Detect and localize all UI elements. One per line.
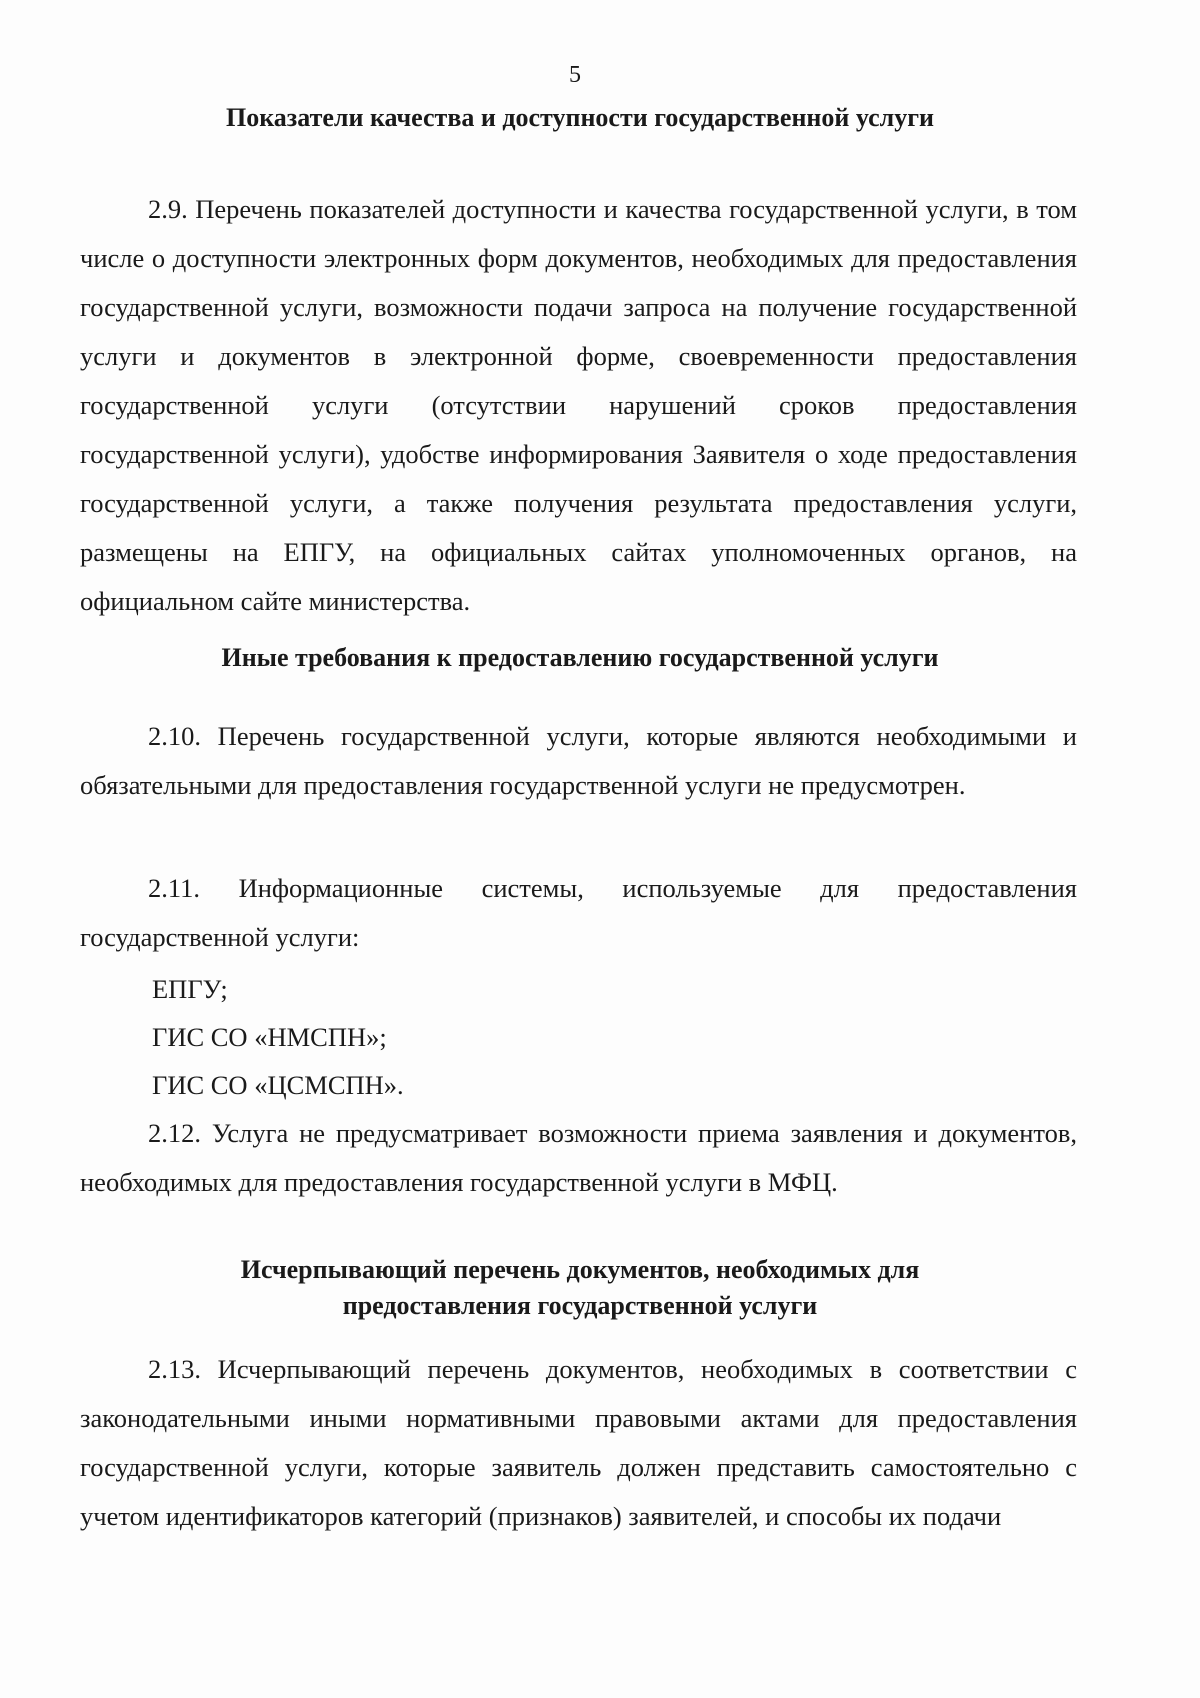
list-item-gis-nmspn: ГИС СО «НМСПН»;	[152, 1022, 387, 1052]
page-number: 5	[569, 62, 581, 88]
paragraph-2-12: 2.12. Услуга не предусматривает возможности приема заявления и документов, необходимых для предоставления государственной услуги в МФЦ.	[80, 1118, 1077, 1197]
section-heading-quality: Показатели качества и доступности государственной услуги	[225, 103, 935, 132]
paragraph-2-10: 2.10. Перечень государственной услуги, которые являются необходимыми и обязательными для предоставления государственной услуги не предусмотрен.	[80, 721, 1077, 800]
paragraph-2-9: 2.9. Перечень показателей доступности и качества государственной услуги, в том числе о доступности электронных форм документов, необходимых для предоставления государственной услуги, возможности подачи запроса на получение государственной услуги и документов в электронной форме, своевременности предоставления государственной услуги (отсутствии нарушений сроков предоставления государственной услуги), удобстве информирования Заявителя о ходе предоставления государственной услуги, а также получения результата предоставления услуги, размещены на ЕПГУ, на официальных сайтах уполномоченных органов, на официальном сайте министерства.	[80, 194, 1077, 616]
list-item-epgu: ЕПГУ;	[152, 974, 228, 1004]
section-heading-documents-line2: предоставления государственной услуги	[342, 1291, 818, 1320]
list-item-gis-csmspn: ГИС СО «ЦСМСПН».	[152, 1070, 404, 1100]
section-heading-other-requirements: Иные требования к предоставлению государственной услуги	[221, 643, 939, 672]
paragraph-2-13: 2.13. Исчерпывающий перечень документов, необходимых в соответствии с законодательными иными нормативными правовыми актами для предоставления государственной услуги, которые заявитель должен представить самостоятельно с учетом идентификаторов категорий (признаков) заявителей, и способы их подачи	[80, 1354, 1077, 1531]
section-heading-documents-line1: Исчерпывающий перечень документов, необходимых для	[240, 1255, 920, 1284]
paragraph-2-11: 2.11. Информационные системы, используемые для предоставления государственной услуги:	[80, 873, 1077, 952]
